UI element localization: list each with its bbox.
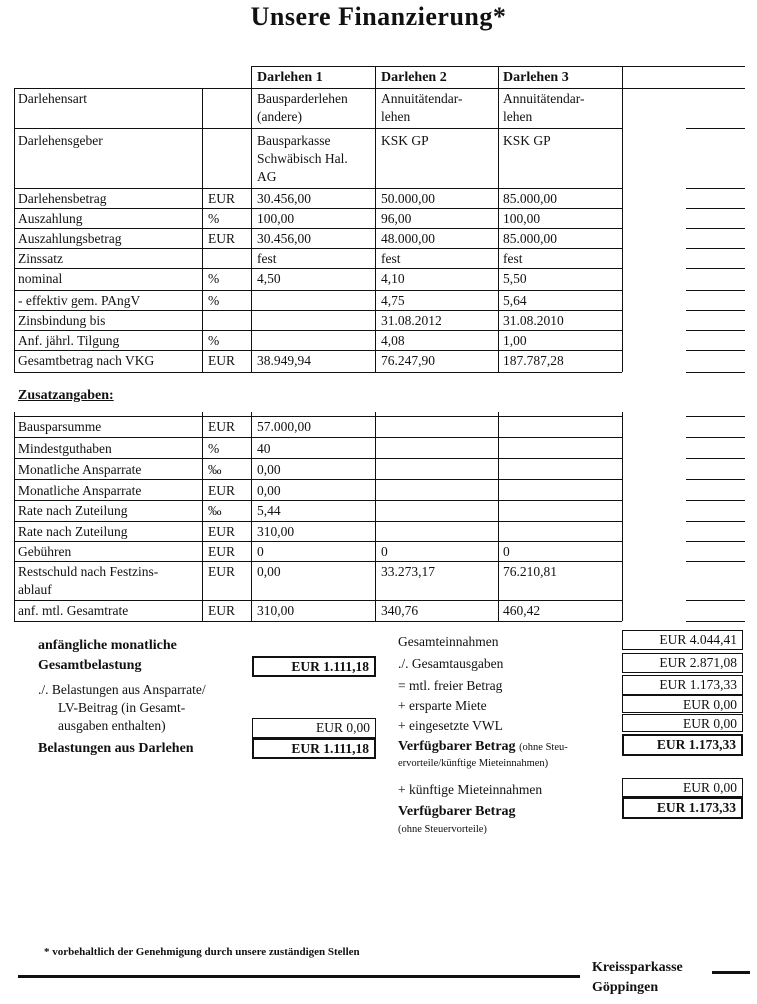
row-label: Zinsbindung bis: [18, 313, 106, 328]
table-rule: [14, 268, 622, 269]
row-label: Rate nach Zuteilung: [18, 503, 128, 518]
table-rule: [686, 228, 745, 229]
table-rule: [14, 248, 622, 249]
row-label: Zinssatz: [18, 251, 63, 266]
row-unit: EUR: [208, 524, 235, 539]
table-rule: [14, 541, 622, 542]
value-loan-3: 85.000,00: [503, 231, 557, 246]
table-rule: [498, 66, 499, 88]
value-loan-1: 100,00: [257, 211, 295, 226]
table-rule: [14, 350, 622, 351]
available-amount-text: Verfügbarer Betrag: [398, 739, 516, 754]
table-rule: [375, 412, 376, 621]
total-burden-value: EUR 1.111,18: [252, 656, 376, 677]
future-rent-value: EUR 0,00: [622, 778, 743, 797]
value-loan-2: 340,76: [381, 603, 419, 618]
row-unit: EUR: [208, 603, 235, 618]
vwl-value: EUR 0,00: [622, 714, 743, 732]
value-loan-1: Bausparkasse: [257, 133, 331, 148]
value-loan-2: fest: [381, 251, 401, 266]
vwl-label: + eingesetzte VWL: [398, 718, 503, 733]
value-loan-2: 50.000,00: [381, 191, 435, 206]
table-rule: [14, 88, 15, 372]
row-unit: %: [208, 441, 220, 456]
saved-rent-value: EUR 0,00: [622, 695, 743, 713]
table-rule: [686, 330, 745, 331]
row-label: Darlehensart: [18, 91, 87, 106]
table-rule: [14, 600, 622, 601]
value-loan-2: 96,00: [381, 211, 412, 226]
table-rule: [14, 412, 15, 621]
value-loan-2: 48.000,00: [381, 231, 435, 246]
table-rule: [686, 372, 745, 373]
value-loan-3: KSK GP: [503, 133, 551, 148]
value-loan-1: 310,00: [257, 603, 295, 618]
value-loan-2: lehen: [381, 109, 411, 124]
value-loan-2: 31.08.2012: [381, 313, 442, 328]
table-rule: [622, 412, 623, 621]
row-unit: EUR: [208, 483, 235, 498]
table-rule: [14, 521, 622, 522]
table-rule: [14, 188, 622, 189]
row-unit: ‰: [208, 503, 222, 518]
value-loan-3: 5,64: [503, 293, 527, 308]
value-loan-1: 30.456,00: [257, 231, 311, 246]
value-loan-3: 187.787,28: [503, 353, 564, 368]
row-unit: EUR: [208, 544, 235, 559]
value-loan-1: 0,00: [257, 564, 281, 579]
table-rule: [251, 412, 252, 621]
loan-burden-value: EUR 1.111,18: [252, 738, 376, 759]
table-rule: [686, 500, 745, 501]
row-unit: %: [208, 293, 220, 308]
footer-rule: [18, 975, 580, 978]
table-rule: [686, 479, 745, 480]
table-rule: [251, 66, 252, 88]
bank-name-line2: Göppingen: [592, 980, 659, 995]
expenses-label: ./. Gesamtausgaben: [398, 656, 504, 671]
available-amount-note-2: ervorteile/künftige Mieteinnahmen): [398, 758, 549, 769]
value-loan-1: 40: [257, 441, 271, 456]
table-rule: [686, 416, 745, 417]
table-rule: [686, 561, 745, 562]
footnote: * vorbehaltlich der Genehmigung durch unsere zuständigen Stellen: [44, 946, 360, 958]
summary-label: Gesamtbelastung: [38, 658, 142, 673]
table-rule: [202, 88, 203, 372]
value-loan-3: 1,00: [503, 333, 527, 348]
table-rule: [686, 268, 745, 269]
table-rule: [14, 621, 622, 622]
value-loan-2: 0: [381, 544, 388, 559]
table-rule: [14, 208, 622, 209]
value-loan-2: 4,08: [381, 333, 405, 348]
value-loan-1: 0,00: [257, 462, 281, 477]
table-rule: [686, 248, 745, 249]
row-label: Auszahlung: [18, 211, 83, 226]
expenses-value: EUR 2.871,08: [622, 653, 743, 673]
income-label: Gesamteinnahmen: [398, 634, 499, 649]
loan-header-3: Darlehen 3: [503, 70, 569, 85]
available-amount-2-value: EUR 1.173,33: [622, 797, 743, 819]
table-rule: [14, 330, 622, 331]
table-rule: [251, 88, 252, 372]
available-amount-value: EUR 1.173,33: [622, 734, 743, 756]
row-unit: ‰: [208, 462, 222, 477]
value-loan-1: 57.000,00: [257, 419, 311, 434]
table-rule: [14, 479, 622, 480]
row-unit: %: [208, 271, 220, 286]
footer-rule-right: [712, 971, 750, 974]
table-rule: [14, 228, 622, 229]
table-rule: [202, 412, 203, 621]
value-loan-1: 0: [257, 544, 264, 559]
table-rule: [622, 66, 623, 88]
loan-header-1: Darlehen 1: [257, 70, 323, 85]
summary-label: ./. Belastungen aus Ansparrate/: [38, 682, 206, 697]
value-loan-1: 38.949,94: [257, 353, 311, 368]
table-rule: [498, 88, 499, 372]
value-loan-3: 0: [503, 544, 510, 559]
row-unit: EUR: [208, 353, 235, 368]
available-amount-note: (ohne Steu-: [519, 742, 568, 753]
value-loan-2: Annuitätendar-: [381, 91, 463, 106]
table-rule: [14, 372, 622, 373]
table-rule: [686, 521, 745, 522]
summary-label: ausgaben enthalten): [58, 718, 166, 733]
income-value: EUR 4.044,41: [622, 630, 743, 650]
value-loan-2: 33.273,17: [381, 564, 435, 579]
table-rule: [14, 290, 622, 291]
table-rule: [686, 350, 745, 351]
table-rule: [686, 310, 745, 311]
zusatz-heading: Zusatzangaben:: [18, 388, 114, 403]
table-rule: [686, 188, 745, 189]
table-rule: [14, 128, 622, 129]
value-loan-1: 30.456,00: [257, 191, 311, 206]
bank-name-line1: Kreissparkasse: [592, 960, 683, 975]
table-rule: [686, 621, 745, 622]
value-loan-2: 76.247,90: [381, 353, 435, 368]
table-rule: [14, 437, 622, 438]
savings-burden-value: EUR 0,00: [252, 718, 376, 738]
row-label: Darlehensgeber: [18, 133, 103, 148]
value-loan-1: 4,50: [257, 271, 281, 286]
row-unit: EUR: [208, 564, 235, 579]
value-loan-3: 5,50: [503, 271, 527, 286]
row-label: Rate nach Zuteilung: [18, 524, 128, 539]
future-rent-label: + künftige Mieteinnahmen: [398, 782, 543, 797]
row-unit: EUR: [208, 231, 235, 246]
table-rule: [686, 458, 745, 459]
value-loan-1: fest: [257, 251, 277, 266]
table-rule: [498, 412, 499, 621]
row-label: anf. mtl. Gesamtrate: [18, 603, 129, 618]
value-loan-3: 85.000,00: [503, 191, 557, 206]
table-rule: [375, 66, 376, 88]
row-label: Mindestguthaben: [18, 441, 112, 456]
value-loan-2: 4,75: [381, 293, 405, 308]
table-rule: [622, 88, 623, 372]
value-loan-3: lehen: [503, 109, 533, 124]
table-rule: [686, 290, 745, 291]
value-loan-2: 4,10: [381, 271, 405, 286]
table-rule: [686, 128, 745, 129]
value-loan-3: 31.08.2010: [503, 313, 564, 328]
row-label: Restschuld nach Festzins-: [18, 564, 159, 579]
table-rule: [686, 600, 745, 601]
table-rule: [686, 437, 745, 438]
free-amount-label: = mtl. freier Betrag: [398, 678, 503, 693]
page-title: Unsere Finanzierung*: [250, 2, 507, 31]
row-label: Monatliche Ansparrate: [18, 462, 142, 477]
row-label: Auszahlungsbetrag: [18, 231, 122, 246]
row-label: - effektiv gem. PAngV: [18, 293, 141, 308]
free-amount-value: EUR 1.173,33: [622, 675, 743, 695]
table-rule: [686, 541, 745, 542]
row-unit: EUR: [208, 191, 235, 206]
value-loan-3: 100,00: [503, 211, 541, 226]
table-rule: [686, 208, 745, 209]
available-amount-2-note: (ohne Steuervorteile): [398, 824, 487, 835]
value-loan-3: 76.210,81: [503, 564, 557, 579]
table-rule: [14, 310, 622, 311]
table-rule: [14, 458, 622, 459]
row-label: Gebühren: [18, 544, 72, 559]
row-label: Bausparsumme: [18, 419, 102, 434]
row-unit: %: [208, 211, 220, 226]
value-loan-3: fest: [503, 251, 523, 266]
table-rule: [14, 416, 622, 417]
available-amount-2-label: Verfügbarer Betrag: [398, 804, 516, 819]
table-rule: [14, 500, 622, 501]
loan-header-2: Darlehen 2: [381, 70, 447, 85]
summary-label: Belastungen aus Darlehen: [38, 741, 194, 756]
value-loan-1: 310,00: [257, 524, 295, 539]
value-loan-3: 460,42: [503, 603, 541, 618]
summary-label: LV-Beitrag (in Gesamt-: [58, 700, 186, 715]
table-rule: [14, 561, 622, 562]
summary-label: anfängliche monatliche: [38, 638, 177, 653]
row-label: Darlehensbetrag: [18, 191, 107, 206]
row-unit: %: [208, 333, 220, 348]
value-loan-1: Schwäbisch Hal.: [257, 151, 348, 166]
value-loan-1: 5,44: [257, 503, 281, 518]
row-unit: EUR: [208, 419, 235, 434]
row-label: ablauf: [18, 582, 52, 597]
table-rule: [375, 88, 376, 372]
row-label: Monatliche Ansparrate: [18, 483, 142, 498]
value-loan-3: Annuitätendar-: [503, 91, 585, 106]
available-amount-label: [398, 739, 568, 755]
value-loan-2: KSK GP: [381, 133, 429, 148]
row-label: nominal: [18, 271, 63, 286]
value-loan-1: (andere): [257, 109, 302, 124]
value-loan-1: AG: [257, 169, 277, 184]
table-rule: [14, 88, 745, 89]
row-label: Anf. jährl. Tilgung: [18, 333, 120, 348]
value-loan-1: 0,00: [257, 483, 281, 498]
row-label: Gesamtbetrag nach VKG: [18, 353, 155, 368]
value-loan-1: Bausparderlehen: [257, 91, 348, 106]
saved-rent-label: + ersparte Miete: [398, 698, 487, 713]
